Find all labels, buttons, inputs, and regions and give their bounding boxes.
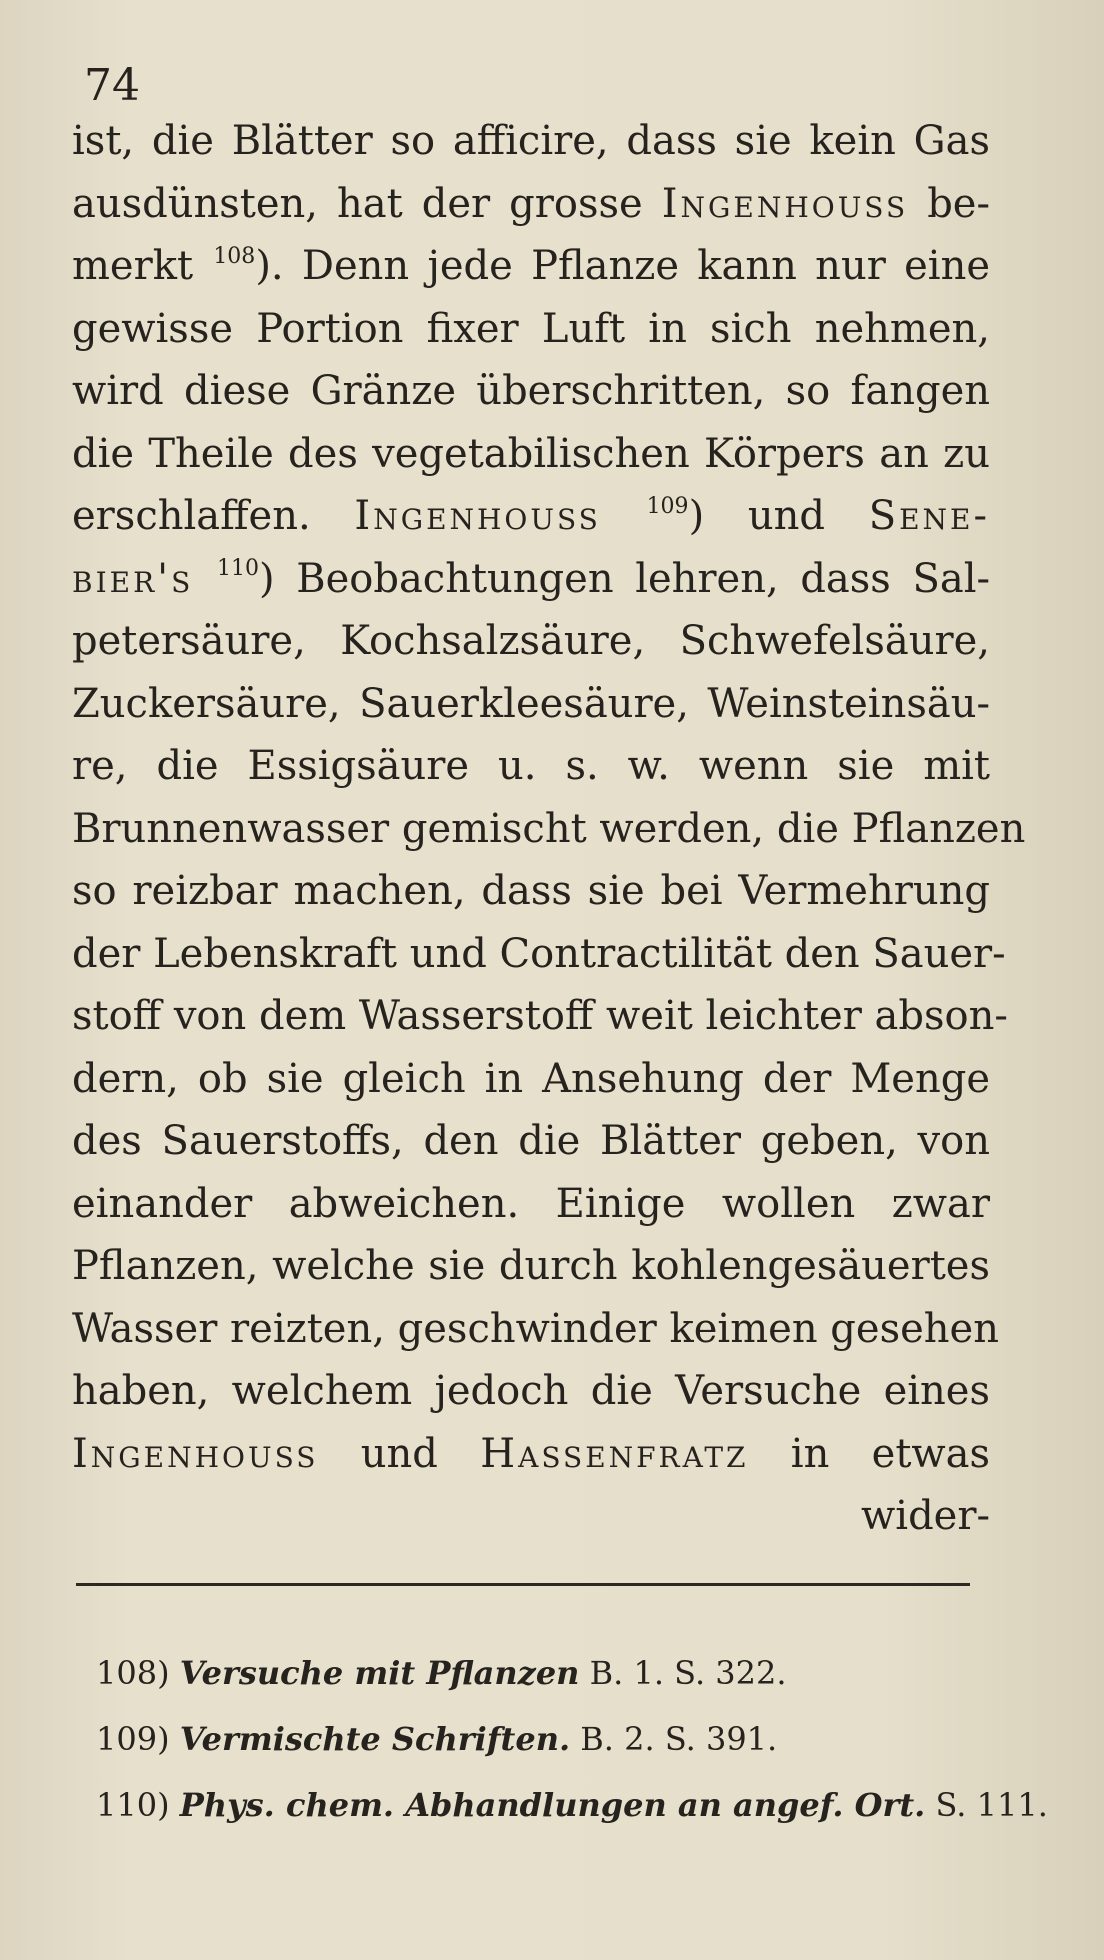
text-segment: ) und	[688, 493, 869, 539]
text-line	[72, 548, 990, 611]
text-line	[72, 360, 990, 423]
footnote-reference: 109	[646, 493, 689, 519]
text-line	[72, 110, 990, 173]
text-segment: Brunnenwasser gemischt werden, die Pflanzen	[72, 805, 1026, 852]
text-line	[72, 923, 1006, 986]
text-segment: wird diese Gränze überschritten, so fangen	[72, 368, 990, 414]
name-smallcaps: bier's	[72, 555, 194, 602]
text-segment: so reizbar machen, dass sie bei Vermehrung	[72, 868, 990, 914]
text-line	[72, 1173, 990, 1236]
text-line	[72, 1235, 990, 1298]
text-line	[72, 1048, 990, 1111]
text-segment: petersäure, Kochsalzsäure, Schwefelsäure,	[72, 618, 990, 664]
name-smallcaps: Sene-	[868, 493, 990, 539]
name-smallcaps: Ingenhouss	[661, 180, 909, 227]
text-segment: haben, welchem jedoch die Versuche eines	[72, 1368, 990, 1414]
footnote-reference: 110	[216, 556, 259, 581]
text-line	[72, 735, 990, 798]
text-line	[72, 1485, 990, 1548]
name-smallcaps: Ingenhouss	[354, 493, 601, 539]
footnote	[96, 1640, 996, 1706]
text-line	[72, 610, 990, 673]
text-line	[72, 423, 990, 486]
text-segment: erschlaffen.	[72, 493, 355, 539]
text-line	[72, 798, 1026, 861]
text-segment: in etwas	[748, 1430, 991, 1477]
text-segment: Pflanzen, welche sie durch kohlengesäuertes	[72, 1243, 990, 1289]
footnote-title: Versuche mit Pflanzen	[179, 1654, 580, 1692]
footnote-reference: 108	[213, 243, 256, 269]
text-line	[72, 235, 990, 298]
text-segment: Wasser reizten, geschwinder keimen gesehen	[72, 1305, 999, 1352]
text-segment: wider-	[861, 1493, 990, 1539]
text-line	[72, 860, 990, 923]
text-line	[72, 173, 990, 236]
text-segment	[193, 556, 215, 602]
text-segment: die Theile des vegetabilischen Körpers an zu	[72, 430, 990, 477]
name-smallcaps: Ingenhouss	[72, 1430, 319, 1477]
text-segment: ist, die Blätter so afficire, dass sie kein Gas	[72, 118, 990, 164]
text-line	[72, 1360, 990, 1423]
footnote-marker: 109)	[96, 1720, 170, 1758]
text-line	[72, 298, 990, 361]
text-segment: gewisse Portion fixer Luft in sich nehmen,	[72, 305, 990, 352]
body-text	[72, 110, 1026, 1548]
name-smallcaps: Hassenfratz	[480, 1430, 749, 1477]
text-segment: der Lebenskraft und Contractilität den Sauer-	[72, 930, 1006, 977]
text-segment: ausdünsten, hat der grosse	[72, 180, 662, 227]
text-segment	[601, 493, 645, 539]
text-segment: des Sauerstoffs, den die Blätter geben, von	[72, 1118, 990, 1164]
text-segment: be-	[908, 180, 990, 227]
text-line	[72, 1298, 999, 1361]
footnotes	[96, 1640, 1048, 1838]
footnote-reference-text: S. 111.	[935, 1786, 1048, 1824]
text-line	[72, 485, 990, 548]
text-segment: dern, ob sie gleich in Ansehung der Menge	[72, 1055, 990, 1102]
text-segment: merkt	[72, 243, 212, 289]
text-line	[72, 1423, 990, 1486]
text-line	[72, 673, 990, 736]
footnote-marker: 110)	[96, 1786, 170, 1824]
footnote-divider	[76, 1583, 970, 1586]
text-segment: ) Beobachtungen lehren, dass Sal-	[258, 555, 990, 602]
footnote-marker: 108)	[96, 1654, 170, 1692]
footnote-reference-text: B. 2. S. 391.	[580, 1720, 778, 1758]
footnote	[96, 1772, 1048, 1838]
text-segment: stoff von dem Wasserstoff weit leichter abson-	[72, 993, 1008, 1039]
text-segment: einander abweichen. Einige wollen zwar	[72, 1180, 990, 1227]
text-line	[72, 985, 1008, 1048]
text-segment: re, die Essigsäure u. s. w. wenn sie mit	[72, 743, 990, 789]
text-line	[72, 1110, 990, 1173]
footnote-title: Phys. chem. Abhandlungen an angef. Ort.	[179, 1786, 926, 1824]
footnote-reference-text: B. 1. S. 322.	[589, 1654, 787, 1692]
footnote-title: Vermischte Schriften.	[179, 1720, 571, 1758]
text-segment: ). Denn jede Pflanze kann nur eine	[255, 243, 991, 289]
text-segment: und	[318, 1430, 481, 1477]
page-number: 74	[84, 60, 140, 111]
text-segment: Zuckersäure, Sauerkleesäure, Weinsteinsäu-	[72, 680, 990, 727]
footnote	[96, 1706, 996, 1772]
